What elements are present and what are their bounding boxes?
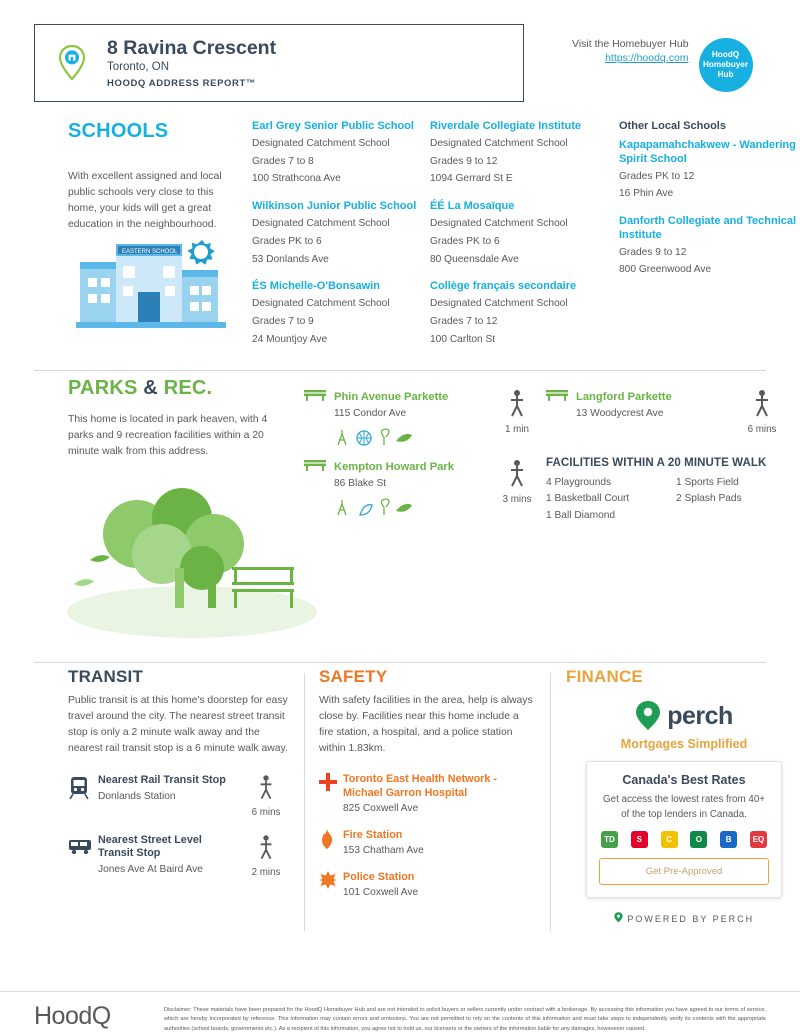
parks-section [34,377,777,662]
divider-schools-parks [34,370,766,371]
parks-title-rest: REC. [163,377,213,399]
school-grades: Grades PK to 6 [252,235,322,247]
facilities-column-1 [546,475,676,524]
report-header [34,0,766,102]
walk-time: 2 mins [251,866,281,878]
safety-blurb: With safety facilities in the area, help is always close by. Facilities near this home include a fire station, a hospital, and a police station within 1.83km. [319,695,533,755]
safety-item-address: 153 Chatham Ave [343,844,424,856]
parks-blurb: This home is located in park heaven, with 4 parks and 9 recreation facilities within a 20 minute walk from this address. [68,414,268,458]
school-grades: Grades 7 to 9 [252,315,314,327]
school-address: 80 Queensdale Ave [430,253,519,265]
school-address: 24 Mountjoy Ave [252,333,328,345]
school-name: Danforth Collegiate and Technical Institute [619,215,797,241]
school-entry [252,200,422,267]
safety-item-row [319,828,534,856]
lender-logo: EQ [750,831,767,848]
walk-time: 3 mins [502,494,532,505]
school-entry [252,280,422,347]
transit-stop-name: Nearest Street Level Transit Stop [98,833,202,859]
police-badge-icon [319,870,343,894]
vertical-divider-2 [550,673,551,931]
report-label: HOODQ ADDRESS REPORT™ [107,78,256,90]
lender-logo: S [631,831,648,848]
school-type: Designated Catchment School [430,217,568,229]
transit-stop-address: Jones Ave At Baird Ave [98,864,203,876]
facility-item: 2 Splash Pads [676,493,742,505]
safety-item-address: 825 Coxwell Ave [343,802,419,814]
rates-card-subtitle: Get access the lowest rates from 40+ of the top lenders in Canada. [603,794,765,820]
report-footer [0,991,800,1035]
school-address: 100 Carlton St [430,333,496,345]
school-address: 53 Donlands Ave [252,253,329,265]
park-illustration [62,472,322,647]
school-grades: Grades 9 to 12 [619,246,687,258]
schools-column-3 [619,120,800,291]
transit-stop-name: Nearest Rail Transit Stop [98,773,226,786]
divider-parks-bottom [34,662,766,663]
perch-pin-icon [635,701,661,731]
school-grades: Grades 9 to 12 [430,155,498,167]
school-grades: Grades 7 to 8 [252,155,314,167]
powered-by-label: POWERED BY PERCH [627,914,755,925]
parks-title [68,377,288,400]
facilities-column-2 [676,475,742,524]
vertical-divider-1 [304,673,305,931]
school-entry [430,200,602,267]
school-address: 1094 Gerrard St E [430,173,513,185]
school-entry [430,280,602,347]
school-type: Designated Catchment School [252,298,390,310]
school-name: Collège français secondaire [430,280,577,293]
perch-small-pin-icon [614,914,628,924]
train-icon [68,774,98,805]
lender-logo: TD [601,831,618,848]
homebuyer-hub [572,24,753,92]
park-bench-icon [304,387,326,406]
safety-item-name: Police Station [343,870,415,883]
park-name: Langford Parkette [576,391,672,403]
hub-url-link[interactable]: https://hoodq.com [605,52,689,64]
school-type: Designated Catchment School [252,217,390,229]
safety-title: SAFETY [319,667,388,686]
safety-item-name: Fire Station [343,828,403,841]
hub-badge-line3: Hub [717,70,734,80]
school-name: ÉS Michelle-O'Bonsawin [252,280,380,293]
walk-time-badge [239,834,293,878]
bus-icon [68,834,98,861]
schools-column-2 [430,120,602,361]
parks-title-amp: & [137,377,164,399]
facility-item: 1 Basketball Court [546,493,630,505]
park-entry [304,457,494,524]
school-type: Designated Catchment School [430,137,568,149]
schools-column-1 [252,120,422,361]
hub-badge-line1: HoodQ [711,49,740,59]
school-name: Earl Grey Senior Public School [252,120,414,132]
park-name: Phin Avenue Parkette [334,391,449,403]
schools-title: SCHOOLS [68,120,169,142]
walk-time: 6 mins [251,806,281,818]
park-address: 86 Blake St [334,478,387,489]
school-name: Riverdale Collegiate Institute [430,120,581,132]
school-grades: Grades PK to 6 [430,235,500,247]
powered-by-perch [566,912,800,924]
location-pin-icon [49,45,95,81]
hub-badge-line2: Homebuyer [703,59,749,69]
walk-time-badge [494,459,540,505]
schools-intro [68,120,228,234]
school-grades: Grades PK to 12 [619,170,695,182]
facility-item: 1 Sports Field [676,477,739,488]
facility-item: 1 Ball Diamond [546,509,616,521]
school-name: Wilkinson Junior Public School [252,200,417,213]
park-address: 115 Condor Ave [334,408,407,419]
school-address: 100 Strathcona Ave [252,173,341,185]
safety-item-row [319,772,534,814]
school-grades: Grades 7 to 12 [430,315,498,327]
facilities-block [546,457,796,524]
parks-intro [68,377,288,460]
park-address: 13 Woodycrest Ave [576,408,664,419]
park-facility-icons [334,497,494,524]
school-name: ÉÉ La Mosaïque [430,200,515,213]
lender-logo: B [720,831,737,848]
finance-section [566,667,800,924]
rates-card [586,761,782,898]
school-type: Designated Catchment School [430,298,568,310]
school-illustration [68,230,238,345]
park-name: Kempton Howard Park [334,461,454,473]
park-entry [546,387,736,419]
rates-card-title: Canada's Best Rates [622,773,746,787]
perch-logo [566,701,800,731]
school-entry [619,215,800,278]
finance-title: FINANCE [566,667,643,686]
parks-title-main: PARKS [68,377,138,399]
walk-time: 6 mins [747,424,777,435]
school-type: Designated Catchment School [252,137,390,149]
safety-item-name: Toronto East Health Network - Michael Garron Hospital [343,772,497,799]
transit-stop-row [68,774,293,818]
walk-time: 1 min [505,424,529,435]
safety-item-row [319,870,534,898]
school-entry [252,120,422,187]
transit-title: TRANSIT [68,667,144,686]
safety-section [319,667,534,898]
walk-time-badge [494,389,540,435]
hoodq-logo: HoodQ [34,1001,111,1030]
flame-icon [319,828,343,854]
schools-blurb: With excellent assigned and local public schools very close to this home, your kids will get a great education in the neighbourhood. [68,171,222,231]
transit-section [68,667,293,878]
disclaimer-text: Disclaimer: These materials have been prepared for the HoodQ Homebuyer Hub and are not intended to solicit buyers or sellers currently under contract with a brokerage. By accessing this information you have agreed to our terms of service, which are hereby incorporated by reference. This information may contain errors and omissions. You are not permitted to rely on the contents of this information and must take steps to independently verify its contents with the appropriate authorities (school boards, governments etc.). As a recipient of this information, you agree not to hold us, our licensors or the owners of the information liable for any damages, howsoever caused. [164,1006,766,1033]
facilities-title: FACILITIES WITHIN A 20 MINUTE WALK [546,457,767,469]
get-pre-approved-button[interactable]: Get Pre-Approved [599,858,769,885]
hub-badge[interactable] [699,38,753,92]
transit-stop-address: Donlands Station [98,790,176,802]
address-city: Toronto, ON [107,61,169,74]
school-name: Kapapamahchakwew - Wandering Spirit School [619,139,796,165]
lender-logos [599,831,769,848]
bottom-sections [34,667,766,942]
school-address: 800 Greenwood Ave [619,264,712,276]
school-entry [430,120,602,187]
walk-time-badge [239,774,293,818]
walk-time-badge [739,389,785,435]
park-bench-icon [546,387,568,406]
address-box [34,24,524,102]
perch-wordmark: perch [667,701,733,730]
transit-stop-row [68,834,293,878]
schools-section [34,120,797,370]
lender-logo: O [690,831,707,848]
other-schools-heading: Other Local Schools [619,120,726,132]
svg-text:EASTERN SCHOOL: EASTERN SCHOOL [122,249,178,255]
hospital-cross-icon [319,772,343,796]
school-entry [619,139,800,202]
page-title: 8 Ravina Crescent [107,36,277,59]
park-entry [304,387,484,454]
perch-tagline: Mortgages Simplified [620,737,748,751]
park-facility-icons [334,427,484,454]
facility-item: 4 Playgrounds [546,477,612,488]
school-address: 16 Phin Ave [619,188,674,200]
safety-item-address: 101 Coxwell Ave [343,886,419,898]
transit-blurb: Public transit is at this home's doorstep for easy travel around the city. The nearest street transit stop is only a 2 minute walk away and the nearest rail transit stop is a 6 minute walk away. [68,695,288,755]
hub-visit-label: Visit the Homebuyer Hub [572,38,689,50]
lender-logo: C [661,831,678,848]
